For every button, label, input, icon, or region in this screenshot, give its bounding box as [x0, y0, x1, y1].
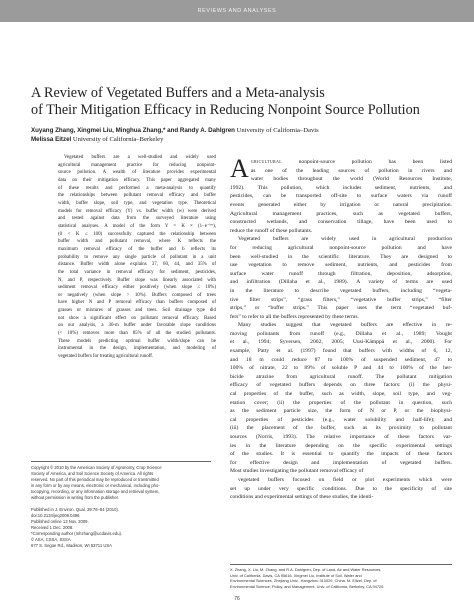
abstract-line: instrumental in the design, implementation, and modeling of — [58, 346, 216, 352]
author-names: Xuyang Zhang, Xingmei Liu, Minghua Zhang,* and Randy A. Dahlgren — [31, 127, 235, 134]
body-lead-word: gricultural — [250, 159, 282, 165]
body-line: reduce the runoff of these pollutants. — [230, 227, 313, 234]
abstract-line: models for removal efficacy (Y) vs. buffer width (w) were derived — [58, 208, 216, 214]
body-line: sources (Norris, 1993). The relative importance of these factors var- — [230, 434, 452, 440]
body-line: in the literature to describe vegetated buffers, including “vegeta- — [230, 287, 452, 294]
abstract-line: the total variance in removal efficacy for sediment, pesticides, — [58, 269, 216, 275]
publication-line: Published online 13 Nov. 2009. — [31, 519, 89, 524]
drop-cap: A — [230, 154, 249, 183]
abstract-line: distance. Buffer width alone explains 37, 60, 44, and 35% of — [58, 262, 216, 268]
page-number: 76 — [234, 596, 240, 602]
author-affiliation: University of California–Davis — [236, 127, 319, 134]
body-line: events generated either by irrigation or natural precipitation. — [230, 201, 452, 208]
abstract-line: data on their mitigation efficacy. This paper aggregated many — [58, 177, 216, 183]
author-block — [31, 126, 461, 144]
publication-line: 677 S. Segoe Rd., Madison, WI 53711 USA — [31, 543, 112, 548]
body-line: pesticides, can be transported off-site to surface waters via runoff — [230, 193, 452, 200]
copyright-line: in any form or by any means, electronic or mechanical, including pho- — [31, 483, 160, 488]
body-line: set up under very specific conditions. Due to the specificity of site — [230, 485, 452, 492]
body-line: moving pollutants from runoff (e.g., Dillaha et al., 1989; Vought — [230, 330, 452, 337]
abstract-line: probability to remove any single particle of pollutant in a unit — [58, 254, 216, 260]
body-line: Most studies investigating the pollutant removal efficacy of — [230, 468, 364, 475]
abstract-line: the relationships between pollutant removal efficacy and buffer — [58, 193, 216, 199]
abstract-line: have higher N and P removal efficacy than buffers composed of — [58, 300, 216, 306]
abstract-line: not show a significant effect on pollutant removal efficacy. Based — [58, 315, 216, 321]
author-affiliation: University of California–Berkeley — [72, 136, 164, 143]
body-line: cal properties of pesticides (e.g., water solubility and half-life); and — [230, 416, 452, 423]
publication-line: doi:10.2134/jeq2008.0496 — [31, 513, 80, 518]
body-line: been well-studied in the scientific literature. They are designed to — [230, 253, 452, 260]
body-first-line-text: nonpoint-source pollution has been listed — [281, 159, 452, 165]
divider — [230, 564, 452, 565]
abstract-line: maximum removal efficacy of the buffer and b reflects its — [58, 246, 216, 252]
body-line: Vegetated buffers are widely used in agricultural production — [238, 236, 452, 243]
body-line: for effective design and implementation of vegetated buffers. — [230, 459, 452, 466]
body-line: and infiltration (Dillaha et al., 1989). A variety of terms are used — [230, 279, 452, 286]
abstract-line: agricultural management practice for reducing nonpoint- — [58, 162, 216, 168]
body-line: Many studies suggest that vegetated buffers are effective in re- — [238, 322, 452, 329]
affiliation-footnote — [230, 567, 452, 589]
body-line: for reducing agricultural nonpoint-source pollution and have — [230, 244, 452, 251]
publication-line: Received 1 Dec. 2008. — [31, 525, 74, 530]
abstract-line: grasses or mixtures of grasses and trees. Soil drainage type did — [58, 308, 216, 314]
publication-line: Published in J. Environ. Qual. 39:76–84 (2010). — [31, 507, 119, 512]
divider — [31, 461, 211, 462]
body-line: constructed wetlands, and conservation tillage, have been used to — [230, 219, 452, 226]
publication-line: © ASA, CSSA, SSSA — [31, 537, 71, 542]
abstract-line: or negatively (when slope > 10%). Buffers composed of trees — [58, 292, 216, 298]
body-line: Agricultural management practices, such as vegetated buffers, — [230, 210, 452, 217]
body-line: vegetated buffers focused on field or plot experiments which were — [238, 476, 452, 483]
abstract-line: sediment removal efficacy either positively (when slope ≤ 10%) — [58, 285, 216, 291]
body-line: bicide atrazine from agricultural runoff. The pollutant mitigation — [230, 373, 452, 380]
body-line: etation cover; (ii) the properties of the pollutant in question, such — [230, 399, 452, 406]
footnote-line: Environmental Science, Policy, and Management, Univ. of California, Berkeley, CA 94720. — [230, 583, 385, 589]
abstract-line: width, buffer slope, soil type, and vegetation type. Theoretical — [58, 200, 216, 206]
body-line: 1992). This pollution, which includes sediment, nutrients, and — [230, 184, 452, 191]
publication-line: *Corresponding author (mhzhang@ucdavis.edu). — [31, 531, 123, 536]
body-line: efficacy of vegetated buffers depends on three factors: (i) the physi- — [230, 382, 452, 389]
body-line: water bodies throughout the world (World Resources Institute, — [250, 176, 452, 183]
abstract-line: of these results and performed a meta-analysis to quantify — [58, 185, 216, 191]
body-line: ies in the literature depending on the specific experimental settings — [230, 442, 452, 449]
body-line: as one of the leading sources of pollution in rivers and — [250, 167, 452, 174]
author-names: Melissa Eitzel — [31, 136, 72, 143]
abstract-line: statistical analyses. A model of the form Y = K × (1−e⁻ᵇʷ), — [58, 223, 216, 229]
section-label: REVIEWS AND ANALYSES — [197, 8, 277, 14]
abstract-line: vegetated buffers for treating agricultural runoff. — [58, 354, 154, 360]
footnote-line: Environmental Sciences, Zhejiang Univ., Hangzhou 310029, China. M. Eitzel, Dep. of — [230, 578, 377, 584]
body-line: and 18 m could reduce 87 to 100% of suspended sediment, 47 to — [230, 356, 452, 363]
body-line: tive filter strips”, “grass filters,” “vegetative buffer strips,” “filter — [230, 296, 452, 303]
author-line — [31, 126, 461, 135]
body-line: strips,” or “buffer strips.” This paper uses the term “vegetated buf- — [230, 305, 452, 312]
copyright-line: without permission in writing from the publisher. — [31, 495, 119, 500]
copyright-line: Copyright © 2010 by the American Society of Agronomy, Crop Science — [31, 465, 162, 470]
body-line: fers” to refer to all the buffers represented by these terms. — [230, 313, 359, 320]
body-line: et al., 1994; Syversen, 2002, 2005; Uusi-Kämppä et al., 2000). For — [230, 339, 452, 346]
copyright-line: reserved. No part of this periodical may be reproduced or transmitted — [31, 477, 159, 482]
title-line: of Their Mitigation Efficacy in Reducing Nonpoint Source Pollution — [31, 102, 420, 118]
abstract-line: on our analysis, a 30-m buffer under favorable slope conditions — [58, 323, 216, 329]
copyright-line: tocopying, recording, or any information storage and retrieval system, — [31, 489, 160, 494]
abstract — [58, 154, 216, 361]
copyright-line: Society of America, and Soil Science Society of America. All rights — [31, 471, 154, 476]
abstract-line: buffer width and pollutant removal, where K reflects the — [58, 239, 216, 245]
body-line: conditions and experimental settings of these studies, the identi- — [230, 494, 374, 501]
abstract-line: N, and P, respectively. Buffer slope was linearly associated with — [58, 277, 216, 283]
abstract-line: source pollution. A wealth of literature provides experimental — [58, 170, 216, 176]
section-banner — [0, 0, 474, 22]
body-line: use vegetation to remove sediment, nutrients, and pesticides from — [230, 262, 452, 269]
title-line: A Review of Vegetated Buffers and a Meta-analysis — [31, 85, 325, 101]
footnote-line: Univ. of California, Davis, CA 95616. Xingmei Liu, Institute of Soil, Water and — [230, 572, 362, 578]
body-line: example, Patty et al. (1997) found that buffers with widths of 6, 12, — [230, 348, 452, 355]
abstract-line: Vegetated buffers are a well-studied and widely used — [64, 155, 216, 160]
article-title — [31, 85, 451, 119]
body-line: as the sediment particle size, the form of N or P, or the biophysi- — [230, 408, 452, 415]
author-line — [31, 135, 461, 144]
abstract-line: These models predicting optimal buffer width/slope can be — [58, 338, 216, 344]
footnote-line: X. Zhang, X. Liu, M. Zhang, and R.A. Dahlgren, Dep. of Land, Air and Water Resources, — [230, 567, 382, 572]
body-line: of the studies. It is essential to quantify the impacts of these factors — [230, 451, 452, 458]
abstract-line: and tested against data from the surveyed literature using — [58, 216, 216, 222]
body-line: (iii) the placement of the buffer, such as its proximity to pollutant — [230, 425, 452, 432]
body-line: cal properties of the buffer, such as width, slope, soil type, and veg- — [230, 391, 452, 398]
body-line: surface water runoff through filtration, deposition, adsorption, — [230, 270, 452, 277]
abstract-line: (0 < K ≤ 100) successfully captured the relationship between — [58, 231, 216, 237]
copyright-notice — [31, 465, 211, 549]
abstract-line: (< 10%) removes more than 85% of all the studied pollutants. — [58, 331, 216, 337]
article-body — [230, 154, 452, 502]
body-line: 100% of nitrate, 22 to 89% of soluble P and 44 to 100% of the her- — [230, 365, 452, 372]
